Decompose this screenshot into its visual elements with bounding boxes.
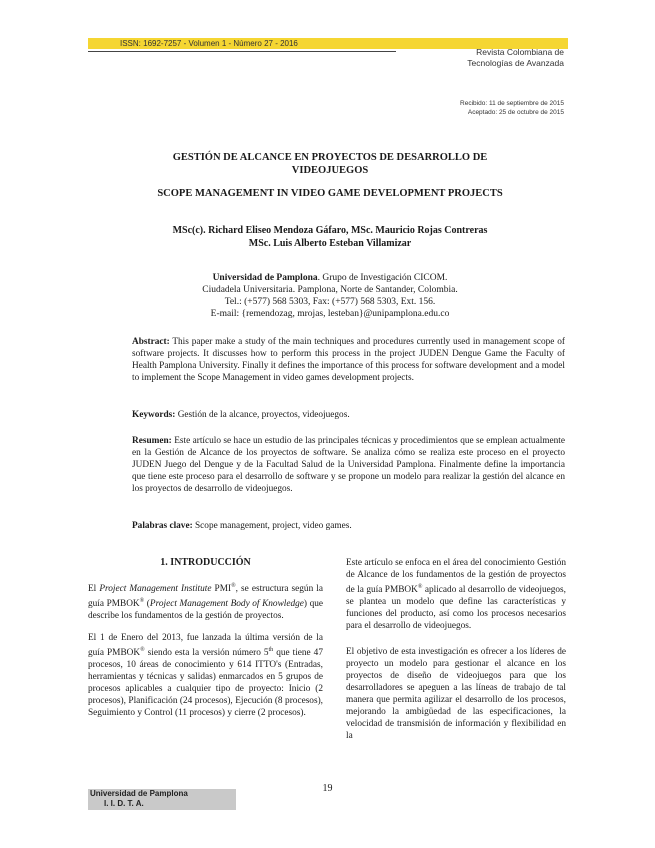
header-rule: [88, 51, 396, 52]
abstract-label: Abstract:: [132, 337, 170, 347]
accepted-date: Aceptado: 25 de octubre de 2015: [467, 109, 564, 116]
keywords-label: Keywords:: [132, 410, 176, 420]
p2-text-a: El 1 de Enero del 2013, fue lanzada la última versión de la guía PMBOK: [88, 633, 323, 659]
registered-mark: ®: [231, 583, 236, 589]
footer-line-1: Universidad de Pamplona: [90, 789, 188, 798]
abstract: [132, 336, 565, 384]
intro-paragraph-3: [346, 557, 566, 632]
authors: [110, 224, 550, 250]
title-spanish: [110, 151, 550, 177]
right-column: [346, 557, 566, 752]
p2-text-c: que tiene 47 procesos, 10 áreas de conocimiento y 614 ITTO's (Entradas, herramientas y técnicas y salidas) enmarcados en 5 grupos de procesos aplicables a cualquier tipo de proyecto: Inicio (2 procesos), Planificación (24 procesos), Ejecución (8 procesos), Seguimiento y Control (11 procesos) y cierre (2 procesos).: [88, 648, 323, 719]
registered-mark: ®: [140, 647, 145, 654]
p3-text-b: aplicado al desarrollo de videojuegos, se plantea un modelo que define las características y funciones del producto, así como los procesos necesarios para el desarrollo de videojuegos.: [346, 585, 566, 632]
palabras-label: Palabras clave:: [132, 521, 193, 531]
registered-mark: ®: [139, 598, 145, 605]
footer-line-2: I. I. D. T. A.: [104, 799, 144, 808]
p3-text-a: Este artículo se enfoca en el área del conocimiento Gestión de Alcance de los fundamentos de la gestión de proyectos de la guía PMBOK: [346, 558, 566, 596]
journal-name: [420, 47, 564, 69]
registered-mark: ®: [417, 584, 423, 590]
footer-institution: [90, 789, 188, 809]
affiliation: [140, 272, 520, 320]
abstract-text: This paper make a study of the main techniques and procedures currently used in management scope of software projects. It discusses how to perform this process in the project JUDEN Dengue Game the Faculty of Health Pamplona University. Finally it defines the importance of this process for software development and a model to implement the Scope Management in video games development projects.: [132, 337, 565, 383]
p1-text-g: ) que describe los fundamentos de la gestión de proyectos.: [88, 599, 323, 622]
left-column: [88, 580, 323, 729]
intro-paragraph-4: El objetivo de esta investigación es ofrecer a los líderes de proyecto un modelo para gestionar el alcance en los proyectos de diseño de videojuegos para que los desarrolladores se apeguen a las líneas de trabajo de tal manera que permita agilizar el desarrollo de los procesos, mejorando la ambigüedad de las especificaciones, la velocidad de transmisión de información y flexibilidad en la: [346, 647, 566, 742]
intro-paragraph-2: [88, 632, 323, 719]
received-date: Recibido: 11 de septiembre de 2015: [460, 100, 564, 107]
p1-text-a: El: [88, 584, 100, 595]
article-dates: [400, 99, 564, 117]
title-es-line-1: GESTIÓN DE ALCANCE EN PROYECTOS DE DESARROLLO DE: [172, 152, 488, 163]
p1-pmi-name: Project Management Institute: [99, 584, 212, 595]
journal-line-2: Tecnologías de Avanzada: [467, 58, 564, 68]
resumen-label: Resumen:: [132, 436, 172, 446]
affiliation-address: Ciudadela Universitaria. Pamplona, Norte de Santander, Colombia.: [202, 285, 458, 295]
keywords: [132, 409, 565, 421]
title-es-line-2: VIDEOJUEGOS: [291, 165, 369, 176]
university-name: Universidad de Pamplona: [212, 273, 318, 283]
title-english: SCOPE MANAGEMENT IN VIDEO GAME DEVELOPMENT PROJECTS: [157, 188, 503, 199]
palabras-clave: [132, 520, 565, 532]
research-group: . Grupo de Investigación CICOM.: [317, 273, 448, 283]
resumen-text: Este artículo se hace un estudio de las principales técnicas y procedimientos que se emplean actualmente en la Gestión de Alcance de los proyectos de software. Se analiza cómo se realiza este proceso en el proyecto JUDEN Juego del Dengue y de la Facultad Salud de la Universidad Pamplona. Finalmente define la importancia que tiene este proceso para el desarrollo de software y se propone un modelo para realizar la gestión del alcance en los proyectos de desarrollo de videojuegos.: [132, 436, 565, 494]
p1-text-c: PMI: [211, 584, 232, 595]
p2-text-b: siendo esta la versión número 5: [144, 648, 269, 659]
p1-text-e: (: [144, 599, 150, 610]
keywords-text: Gestión de la alcance, proyectos, videojuegos.: [175, 410, 350, 420]
superscript-th: th: [268, 647, 274, 654]
affiliation-email: E-mail: {remendozag, mrojas, lesteban}@unipamplona.edu.co: [210, 309, 450, 319]
authors-line-2: MSc. Luis Alberto Esteban Villamizar: [248, 238, 412, 249]
intro-paragraph-1: [88, 580, 323, 622]
issn-text: ISSN: 1692-7257 - Volumen 1 - Número 27 - 2016: [120, 39, 298, 48]
resumen: [132, 435, 565, 495]
affiliation-line-1: [140, 272, 520, 284]
p1-pmbok-name: Project Management Body of Knowledge: [149, 599, 304, 610]
journal-line-1: Revista Colombiana de: [476, 47, 564, 57]
authors-line-1: MSc(c). Richard Eliseo Mendoza Gáfaro, MSc. Mauricio Rojas Contreras: [172, 225, 488, 236]
section-heading-introduccion: 1. INTRODUCCIÓN: [160, 557, 251, 568]
p1-text-d: , se estructura según la guía PMBOK: [88, 584, 323, 610]
palabras-text: Scope management, project, video games.: [192, 521, 352, 531]
affiliation-phone: Tel.: (+577) 568 5303, Fax: (+577) 568 5303, Ext. 156.: [224, 297, 436, 307]
page-number: 19: [322, 783, 333, 794]
